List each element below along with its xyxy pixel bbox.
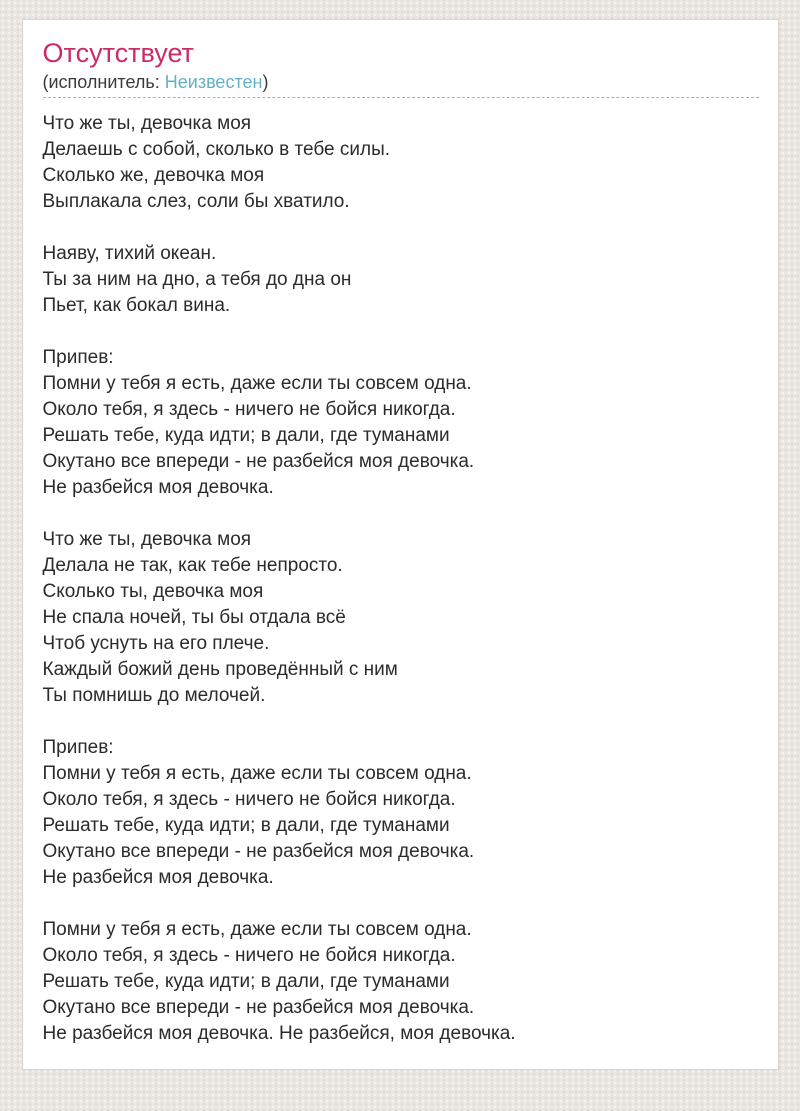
lyric-line: Ты за ним на дно, а тебя до дна он [42, 269, 352, 290]
lyric-line: Пьет, как бокал вина. [42, 295, 231, 316]
lyric-line: Окутано все впереди - не разбейся моя девочка. [42, 451, 475, 472]
lyric-line: Около тебя, я здесь - ничего не бойся никогда. [42, 789, 456, 810]
lyric-line: Около тебя, я здесь - ничего не бойся никогда. [42, 945, 456, 966]
lyric-line: Наяву, тихий океан. [42, 243, 217, 264]
lyrics-card [22, 19, 779, 1070]
dashed-divider [43, 97, 759, 98]
lyric-line: Что же ты, девочка моя [42, 113, 252, 134]
artist-label-suffix: ) [262, 72, 269, 92]
lyric-line: Помни у тебя я есть, даже если ты совсем одна. [42, 763, 472, 784]
lyric-line: Около тебя, я здесь - ничего не бойся никогда. [42, 399, 456, 420]
chorus-label: Припев: [42, 737, 114, 758]
stanza [43, 111, 759, 215]
lyric-line: Не разбейся моя девочка. [42, 867, 274, 888]
lyrics-text [43, 111, 759, 1047]
lyric-line: Каждый божий день проведённый с ним [42, 659, 398, 680]
stanza-chorus [43, 345, 759, 501]
artist-line [43, 71, 759, 93]
stanza-chorus [43, 917, 759, 1047]
artist-link[interactable]: Неизвестен [164, 72, 263, 92]
lyric-line: Делала не так, как тебе непросто. [42, 555, 343, 576]
chorus-label: Припев: [42, 347, 114, 368]
lyric-line: Не спала ночей, ты бы отдала всё [42, 607, 346, 628]
stanza-chorus [43, 735, 759, 891]
page-title: Отсутствует [42, 38, 194, 68]
lyric-line: Помни у тебя я есть, даже если ты совсем одна. [42, 373, 472, 394]
stanza [43, 527, 759, 709]
lyric-line: Не разбейся моя девочка. [42, 477, 274, 498]
lyric-line: Выплакала слез, соли бы хватило. [42, 191, 350, 212]
lyric-line: Окутано все впереди - не разбейся моя девочка. [42, 997, 475, 1018]
lyric-line: Сколько ты, девочка моя [42, 581, 264, 602]
stanza [43, 241, 759, 319]
lyric-line: Ты помнишь до мелочей. [42, 685, 266, 706]
lyric-line: Решать тебе, куда идти; в дали, где туманами [42, 425, 450, 446]
lyric-line: Решать тебе, куда идти; в дали, где туманами [42, 971, 450, 992]
lyric-line: Чтоб уснуть на его плече. [42, 633, 270, 654]
lyric-line: Помни у тебя я есть, даже если ты совсем одна. [42, 919, 472, 940]
lyric-line: Не разбейся моя девочка. Не разбейся, моя девочка. [42, 1023, 516, 1044]
lyric-line: Делаешь с собой, сколько в тебе силы. [42, 139, 391, 160]
lyric-line: Что же ты, девочка моя [42, 529, 252, 550]
lyric-line: Окутано все впереди - не разбейся моя девочка. [42, 841, 475, 862]
page-background [0, 19, 800, 1111]
lyric-line: Решать тебе, куда идти; в дали, где туманами [42, 815, 450, 836]
lyric-line: Сколько же, девочка моя [42, 165, 265, 186]
artist-label-prefix: (исполнитель: [42, 72, 165, 92]
